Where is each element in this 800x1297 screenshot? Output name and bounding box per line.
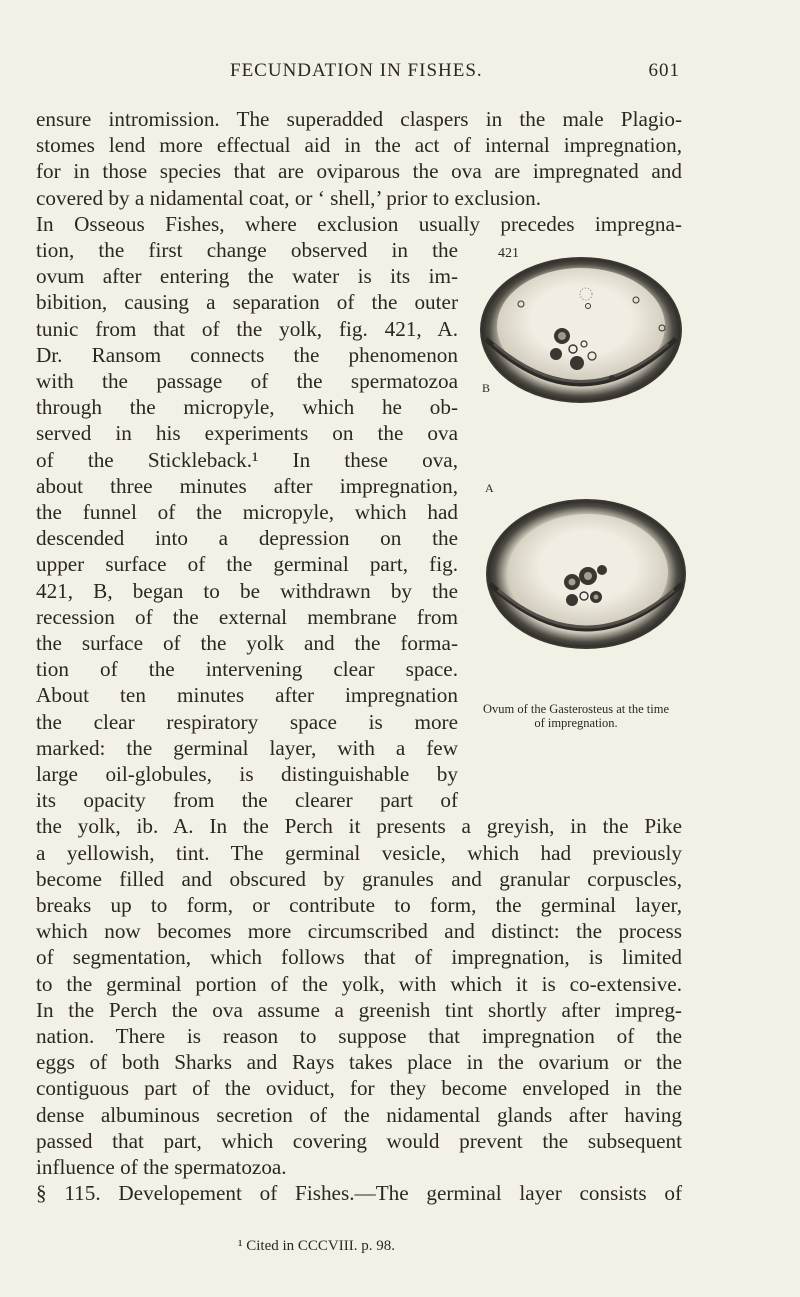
- text-line: to the germinal portion of the yolk, with which it is co-extensive.: [36, 971, 682, 996]
- text-line: covered by a nidamental coat, or ‘ shell,’ prior to exclusion.: [36, 185, 541, 210]
- running-title: FECUNDATION IN FISHES.: [230, 60, 483, 81]
- text-line: its opacity from the clearer part of: [36, 788, 458, 813]
- text-line: contiguous part of the oviduct, for they become enveloped in the: [36, 1076, 682, 1101]
- ovum-illustration: [476, 254, 686, 704]
- text-line: stomes lend more effectual aid in the act of internal impregnation,: [36, 133, 682, 158]
- text-line: a yellowish, tint. The germinal vesicle, which had previously: [36, 840, 682, 865]
- text-line: tion, the first change observed in the: [36, 238, 458, 262]
- figure-caption: [456, 702, 696, 730]
- text-line: become filled and obscured by granules and granular corpuscles,: [36, 866, 682, 891]
- text-line: for in those species that are oviparous the ova are impregnated and: [36, 159, 682, 184]
- text-line: tunic from that of the yolk, fig. 421, A.: [36, 316, 458, 341]
- text-line: the funnel of the micropyle, which had: [36, 500, 458, 524]
- figure-illustration: [476, 254, 686, 704]
- text-line: Dr. Ransom connects the phenomenon: [36, 342, 458, 367]
- text-line: served in his experiments on the ova: [36, 421, 458, 446]
- ovum-b: [481, 258, 681, 402]
- text-line: about three minutes after impregnation,: [36, 473, 458, 498]
- text-line: ovum after entering the water is its im-: [36, 264, 458, 289]
- text-line: tion of the intervening clear space.: [36, 657, 458, 682]
- text-line: 421, B, began to be withdrawn by the: [36, 578, 458, 603]
- text-line: large oil-globules, is distinguishable by: [36, 762, 458, 786]
- text-line: marked: the germinal layer, with a few: [36, 735, 458, 760]
- caption-line-1: Ovum of the Gasterosteus at the time: [482, 702, 670, 716]
- figure-label-b: B: [482, 381, 491, 395]
- text-line: § 115. Developement of Fishes.—The germinal layer consists of: [36, 1181, 682, 1206]
- ovum-a: [487, 500, 685, 648]
- text-line: the yolk, ib. A. In the Perch it presents a greyish, in the Pike: [36, 814, 682, 839]
- caption-line-2: of impregnation.: [534, 716, 618, 730]
- text-line: About ten minutes after impregnation: [36, 683, 458, 708]
- text-line: recession of the external membrane from: [36, 604, 458, 629]
- figure-label-a: A: [485, 481, 494, 495]
- text-line: breaks up to form, or contribute to form, the germinal layer,: [36, 893, 682, 917]
- text-line: bibition, causing a separation of the outer: [36, 290, 458, 315]
- text-line: dense albuminous secretion of the nidamental glands after having: [36, 1102, 682, 1127]
- text-line: which now becomes more circumscribed and distinct: the process: [36, 919, 682, 944]
- page-number: 601: [648, 60, 680, 81]
- text-line: eggs of both Sharks and Rays takes place in the ovarium or the: [36, 1050, 682, 1075]
- figure-number: 421: [498, 246, 519, 261]
- page-header: [230, 60, 680, 88]
- footnote: ¹ Cited in CCCVIII. p. 98.: [238, 1238, 395, 1254]
- text-line: ensure intromission. The superadded claspers in the male Plagio-: [36, 107, 682, 131]
- text-line: through the micropyle, which he ob-: [36, 395, 458, 420]
- text-line: influence of the spermatozoa.: [36, 1155, 287, 1179]
- text-line: nation. There is reason to suppose that impregnation of the: [36, 1024, 682, 1048]
- text-line: with the passage of the spermatozoa: [36, 369, 458, 393]
- text-line: of the Stickleback.¹ In these ova,: [36, 447, 458, 472]
- text-line: descended into a depression on the: [36, 526, 458, 551]
- text-line: of segmentation, which follows that of impregnation, is limited: [36, 945, 682, 970]
- text-line: the clear respiratory space is more: [36, 709, 458, 734]
- text-line: In the Perch the ova assume a greenish tint shortly after impreg-: [36, 997, 682, 1022]
- text-line: In Osseous Fishes, where exclusion usually precedes impregna-: [36, 211, 682, 236]
- text-line: passed that part, which covering would prevent the subsequent: [36, 1128, 682, 1153]
- text-line: the surface of the yolk and the forma-: [36, 631, 458, 655]
- text-line: upper surface of the germinal part, fig.: [36, 552, 458, 577]
